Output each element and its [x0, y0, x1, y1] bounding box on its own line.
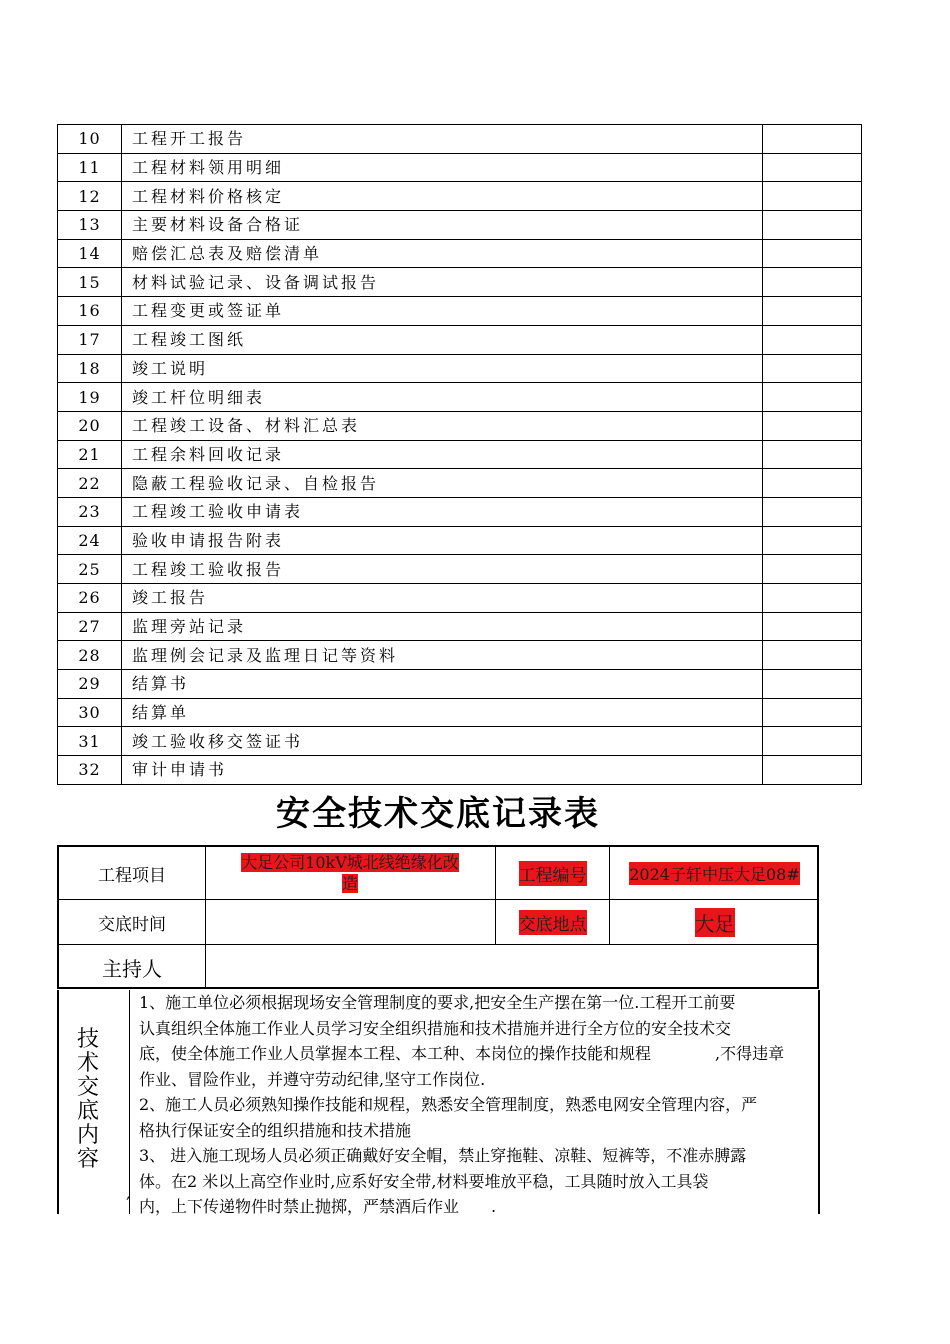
safety-info-table: [57, 845, 819, 989]
row-remark: [763, 182, 862, 211]
row-number: 29: [58, 670, 122, 699]
table-row: [58, 526, 862, 555]
content-line: 3、 进入施工现场人员必须正确戴好安全帽，禁止穿拖鞋、凉鞋、短裤等，不准赤膊露: [139, 1146, 747, 1165]
row-number: 26: [58, 584, 122, 613]
row-name: 隐蔽工程验收记录、自检报告: [122, 469, 763, 498]
row-name: 审计申请书: [122, 756, 763, 785]
row-remark: [763, 526, 862, 555]
row-name: 验收申请报告附表: [122, 526, 763, 555]
code-label-cell: [496, 847, 610, 900]
row-remark: [763, 268, 862, 297]
code-value-cell: [610, 847, 819, 900]
time-label: 交底时间: [59, 900, 206, 945]
project-value-cell: [206, 847, 496, 900]
row-number: 13: [58, 211, 122, 240]
row-number: 27: [58, 612, 122, 641]
content-label-cell: [57, 990, 130, 1214]
row-remark: [763, 469, 862, 498]
row-name: 主要材料设备合格证: [122, 211, 763, 240]
host-label: 主持人: [59, 945, 206, 989]
row-remark: [763, 641, 862, 670]
project-value-line1: 大足公司10kV城北线绝缘化改: [241, 853, 459, 872]
row-name: 竣工报告: [122, 584, 763, 613]
row-number: 15: [58, 268, 122, 297]
table-row: [58, 297, 862, 326]
table-row: [58, 440, 862, 469]
row-remark: [763, 153, 862, 182]
row-number: 16: [58, 297, 122, 326]
row-number: 17: [58, 325, 122, 354]
row-number: 19: [58, 383, 122, 412]
table-row: [58, 756, 862, 785]
row-remark: [763, 612, 862, 641]
row-remark: [763, 727, 862, 756]
row-number: 20: [58, 411, 122, 440]
row-name: 竣工验收移交签证书: [122, 727, 763, 756]
content-label-char: 术: [76, 1051, 99, 1076]
row-name: 工程竣工验收申请表: [122, 497, 763, 526]
row-remark: [763, 239, 862, 268]
list-table-body: [58, 125, 862, 785]
row-remark: [763, 383, 862, 412]
content-line: 格执行保证安全的组织措施和技术措施: [139, 1120, 412, 1140]
row-remark: [763, 411, 862, 440]
table-row: [58, 239, 862, 268]
place-value-cell: [610, 900, 819, 945]
place-value: 大足: [695, 908, 735, 937]
table-row: [58, 153, 862, 182]
row-number: 11: [58, 153, 122, 182]
row-number: 31: [58, 727, 122, 756]
row-name: 竣工说明: [122, 354, 763, 383]
row-number: 12: [58, 182, 122, 211]
row-remark: [763, 440, 862, 469]
table-row: [58, 125, 862, 154]
table-row: [58, 383, 862, 412]
content-line: 认真组织全体施工作业人员学习安全组织措施和技术措施并进行全方位的安全技术交: [139, 1018, 732, 1038]
content-comma: ,: [126, 1186, 131, 1202]
table-row: [58, 670, 862, 699]
row-number: 22: [58, 469, 122, 498]
row-remark: [763, 325, 862, 354]
row-remark: [763, 698, 862, 727]
row-number: 18: [58, 354, 122, 383]
content-line: 底，使全体施工作业人员掌握本工程、本工种、本岗位的操作技能和规程 ,不得违章: [139, 1044, 785, 1063]
table-row: [58, 555, 862, 584]
row-name: 竣工杆位明细表: [122, 383, 763, 412]
content-label-char: 交: [76, 1075, 99, 1100]
table-row: [58, 612, 862, 641]
row-number: 25: [58, 555, 122, 584]
place-label: 交底地点: [519, 910, 587, 935]
content-label-char: 底: [76, 1099, 99, 1124]
content-line: 内，上下传递物件时禁止抛掷，严禁酒后作业 .: [139, 1197, 497, 1216]
table-row: [58, 325, 862, 354]
row-number: 28: [58, 641, 122, 670]
row-name: 结算书: [122, 670, 763, 699]
project-label: 工程项目: [59, 847, 206, 900]
row-name: 监理旁站记录: [122, 612, 763, 641]
row-remark: [763, 125, 862, 154]
row-remark: [763, 584, 862, 613]
table-row: [58, 182, 862, 211]
row-remark: [763, 670, 862, 699]
content-right-border: [818, 990, 820, 1214]
content-label-char: 技: [76, 1027, 99, 1052]
code-value: 2024子轩中压大足08#: [629, 862, 800, 885]
row-number: 10: [58, 125, 122, 154]
row-name: 赔偿汇总表及赔偿清单: [122, 239, 763, 268]
row-name: 工程竣工验收报告: [122, 555, 763, 584]
row-remark: [763, 354, 862, 383]
row-number: 24: [58, 526, 122, 555]
document-list-table: [57, 124, 862, 785]
row-name: 结算单: [122, 698, 763, 727]
row-number: 23: [58, 497, 122, 526]
content-line: 1、施工单位必须根据现场安全管理制度的要求,把安全生产摆在第一位.工程开工前要: [139, 993, 736, 1012]
row-number: 21: [58, 440, 122, 469]
project-value-line2: 造: [341, 874, 358, 893]
host-value: [206, 945, 819, 989]
row-remark: [763, 756, 862, 785]
table-row: [58, 268, 862, 297]
table-row: [58, 469, 862, 498]
table-row: [58, 641, 862, 670]
content-label-char: 容: [76, 1147, 99, 1172]
row-name: 监理例会记录及监理日记等资料: [122, 641, 763, 670]
table-row: [58, 698, 862, 727]
row-name: 工程材料领用明细: [122, 153, 763, 182]
row-remark: [763, 211, 862, 240]
row-name: 工程变更或签证单: [122, 297, 763, 326]
row-number: 32: [58, 756, 122, 785]
code-label: 工程编号: [519, 861, 587, 886]
place-label-cell: [496, 900, 610, 945]
table-row: [58, 727, 862, 756]
content-line: 作业、冒险作业，并遵守劳动纪律,坚守工作岗位.: [139, 1069, 486, 1089]
row-number: 30: [58, 698, 122, 727]
table-row: [58, 584, 862, 613]
table-row: [58, 354, 862, 383]
table-row: [58, 411, 862, 440]
row-name: 工程余料回收记录: [122, 440, 763, 469]
form-title: 安全技术交底记录表: [276, 794, 600, 834]
row-number: 14: [58, 239, 122, 268]
row-remark: [763, 497, 862, 526]
row-name: 工程开工报告: [122, 125, 763, 154]
row-name: 工程材料价格核定: [122, 182, 763, 211]
table-row: [58, 497, 862, 526]
row-remark: [763, 555, 862, 584]
content-line: 体。在2 米以上高空作业时,应系好安全带,材料要堆放平稳，工具随时放入工具袋: [139, 1171, 709, 1191]
content-label-char: 内: [76, 1123, 99, 1148]
content-text: [139, 990, 811, 1220]
time-value: [206, 900, 496, 945]
row-name: 工程竣工设备、材料汇总表: [122, 411, 763, 440]
content-label: [73, 1028, 103, 1172]
row-name: 工程竣工图纸: [122, 325, 763, 354]
row-name: 材料试验记录、设备调试报告: [122, 268, 763, 297]
row-remark: [763, 297, 862, 326]
content-line: 2、施工人员必须熟知操作技能和规程，熟悉安全管理制度，熟悉电网安全管理内容，严: [139, 1095, 758, 1114]
table-row: [58, 211, 862, 240]
